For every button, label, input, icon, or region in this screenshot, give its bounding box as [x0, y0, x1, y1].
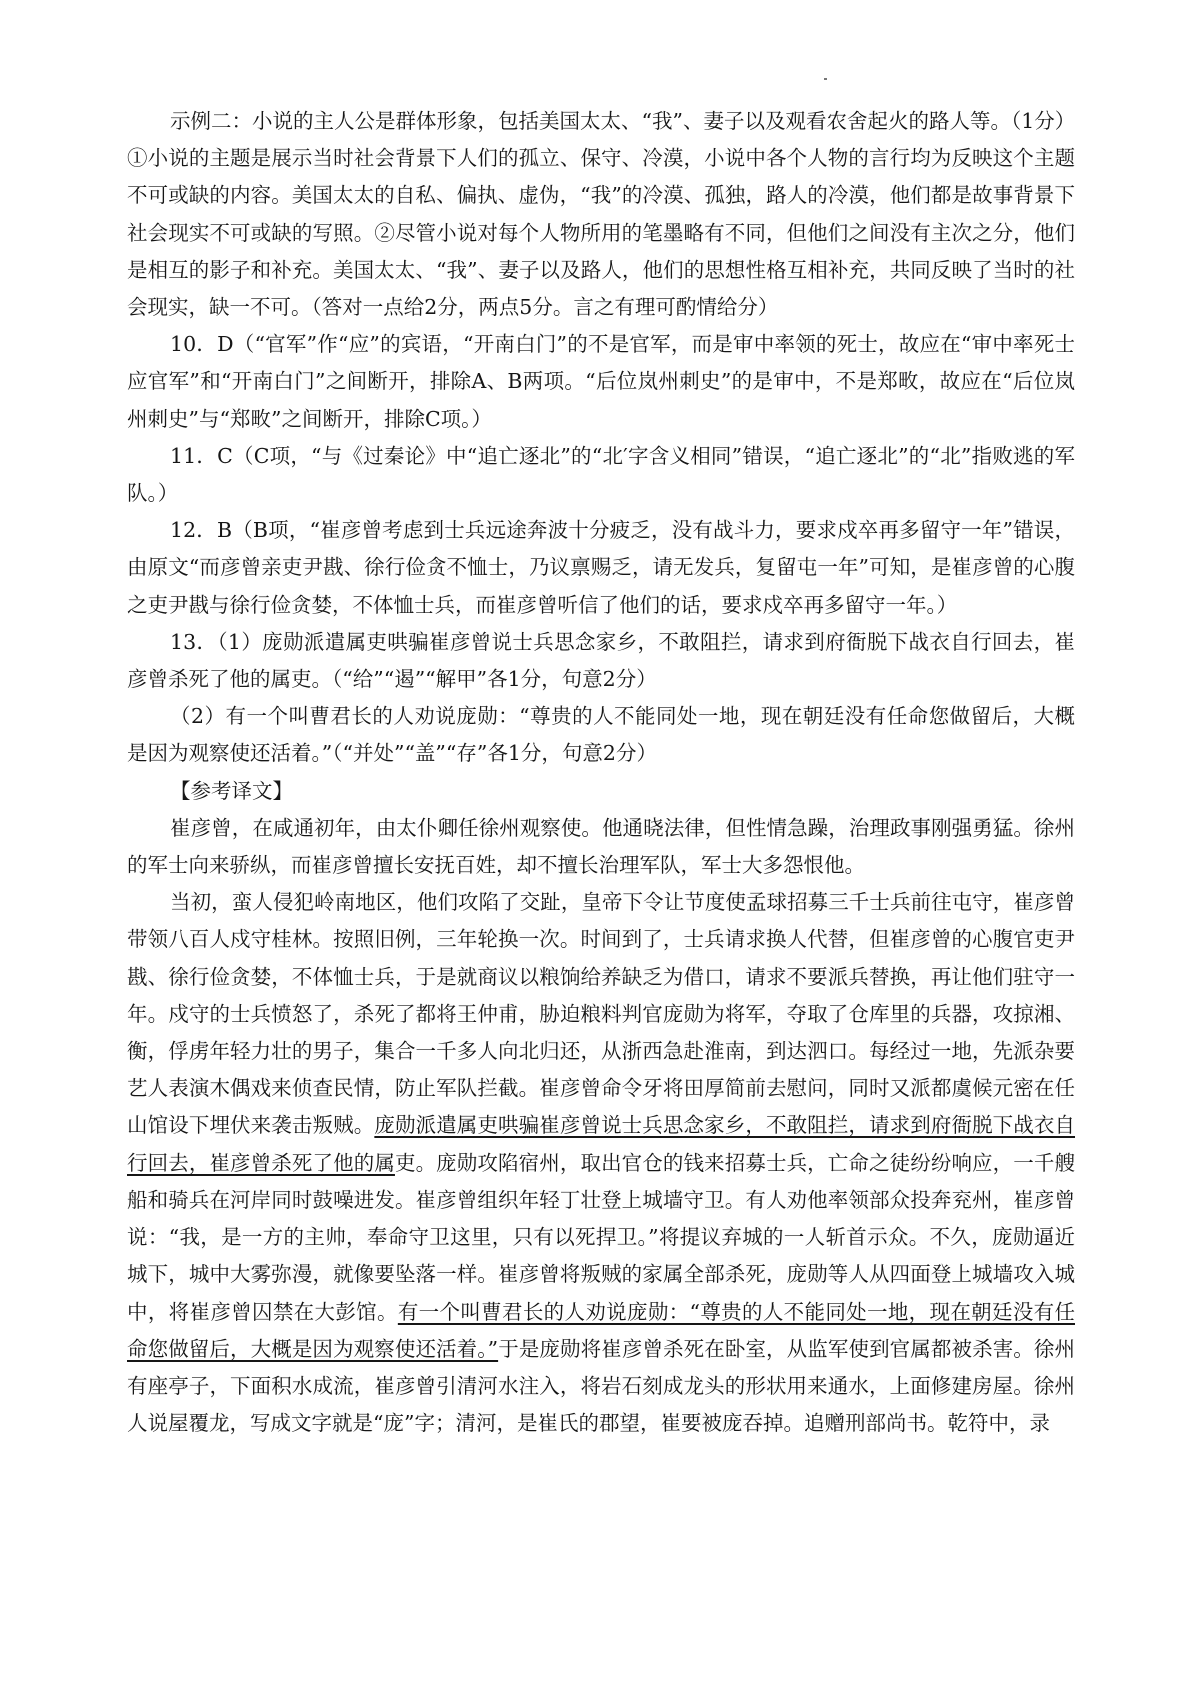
answer-13-1: 13．（1）庞勋派遣属吏哄骗崔彦曾说士兵思念家乡，不敢阻拦，请求到府衙脱下战衣自行回去，崔彦曾杀死了他的属吏。（“给”“遏”“解甲”各1分，句意2分） — [127, 629, 1075, 692]
answer-13-2: （2）有一个叫曹君长的人劝说庞勋：“尊贵的人不能同处一地，现在朝廷没有任命您做留后，大概是因为观察使还活着。”（“并处”“盖”“存”各1分，句意2分） — [127, 704, 1075, 766]
scan-mark — [824, 78, 827, 80]
answer-12: 12．B（B项，“崔彦曾考虑到士兵远途奔波十分疲乏，没有战斗力，要求戍卒再多留守一年”错误，由原文“而彦曾亲吏尹戡、徐行俭贪不恤士，乃议禀赐乏，请无发兵，复留屯一年”可知，是崔彦曾的心腹之吏尹戡与徐行俭贪婪，不体恤士兵，而崔彦曾听信了他们的话，要求戍卒再多留守一年。） — [127, 518, 1075, 617]
translation-paragraph-1: 崔彦曾，在咸通初年，由太仆卿任徐州观察使。他通晓法律，但性情急躁，治理政事刚强勇猛。徐州的军士向来骄纵，而崔彦曾擅长安抚百姓，却不擅长治理军队，军士大多怨恨他。 — [127, 815, 1075, 878]
translation-text: 吏。庞勋攻陷宿州，取出官仓的钱来招募士兵，亡命之徒纷纷响应，一千艘船和骑兵在河岸同时鼓噪进发。崔彦曾组织年轻丁壮登上城墙守卫。有人劝他率领部众投奔兖州，崔彦曾说：“我，是一方的主帅，奉命守卫这里，只有以死捍卫。”将提议弃城的一人斩首示众。不久，庞勋逼近城下，城中大雾弥漫，就像要坠落一样。崔彦曾将叛贼的家属全部杀死，庞勋等人从四面登上城墙攻入城中，将崔彦曾囚禁在大彭馆。 — [127, 1150, 1076, 1324]
translation-paragraph-2 — [127, 884, 1075, 1442]
answer-example-two-detail: ①小说的主题是展示当时社会背景下人们的孤立、保守、冷漠，小说中各个人物的言行均为反映这个主题不可或缺的内容。美国太太的自私、偏执、虚伪，“我”的冷漠、孤独，路人的冷漠，他们都是故事背景下社会现实不可或缺的写照。②尽管小说对每个人物所用的笔墨略有不同，但他们之间没有主次之分，他们是相互的影子和补充。美国太太、“我”、妻子以及路人，他们的思想性格互相补充，共同反映了当时的社会现实，缺一不可。（答对一点给2分，两点5分。言之有理可酌情给分） — [127, 146, 1075, 320]
answer-11: 11．C（C项，“与《过秦论》中“追亡逐北”的“北′字含义相同”错误，“追亡逐北”的“北”指败逃的军队。） — [127, 443, 1075, 506]
underlined-sentence-2: 有一个叫曹君长的人劝说庞勋：“尊贵的人不能同处一地，现在朝廷没有任命您做留后，大概是因为观察使还活着。” — [127, 1299, 1075, 1361]
document-body — [127, 103, 1075, 1442]
translation-text: 当初，蛮人侵犯岭南地区，他们攻陷了交趾，皇帝下令让节度使孟球招募三千士兵前往屯守，崔彦曾带领八百人戍守桂林。按照旧例，三年轮换一次。时间到了，士兵请求换人代替，但崔彦曾的心腹官吏尹戡、徐行俭贪婪，不体恤士兵，于是就商议以粮饷给养缺乏为借口，请求不要派兵替换，再让他们驻守一年。戍守的士兵愤怒了，杀死了都将王仲甫，胁迫粮料判官庞勋为将军，夺取了仓库里的兵器，攻掠湘、衡，俘虏年轻力壮的男子，集合一千多人向北归还，从浙西急赴淮南，到达泗口。每经过一地，先派杂要艺人表演木偶戏来侦查民情，防止军队拦截。崔彦曾命令牙将田厚简前去慰问，同时又派都虞候元密在任山馆设下埋伏来袭击叛贼。 — [127, 890, 1075, 1138]
underlined-sentence-1: 庞勋派遣属吏哄骗崔彦曾说士兵思念家乡，不敢阻拦，请求到府衙脱下战衣自行回去，崔彦曾杀死了他的属 — [127, 1113, 1076, 1175]
answer-example-two: 示例二：小说的主人公是群体形象，包括美国太太、“我”、妻子以及观看农舍起火的路人等。（1分） — [170, 109, 1076, 133]
translation-heading: 【参考译文】 — [170, 778, 294, 803]
translation-text: 于是庞勋将崔彦曾杀死在卧室，从监军使到官属都被杀害。徐州有座亭子，下面积水成流，崔彦曾引清河水注入，将岩石刻成龙头的形状用来通水，上面修建房屋。徐州人说屋覆龙，写成文字就是“庞”字；清河，是崔氏的郡望，崔要被庞吞掉。追赠刑部尚书。乾符中，录 — [127, 1336, 1076, 1436]
answer-10: 10．D（“官军”作“应”的宾语，“开南白门”的不是官军，而是审中率领的死士，故应在“审中率死士应官军”和“开南白门”之间断开，排除A、B两项。“后位岚州刺史”的是审中，不是郑畋，故应在“后位岚州刺史”与“郑畋”之间断开，排除C项。） — [127, 332, 1075, 431]
